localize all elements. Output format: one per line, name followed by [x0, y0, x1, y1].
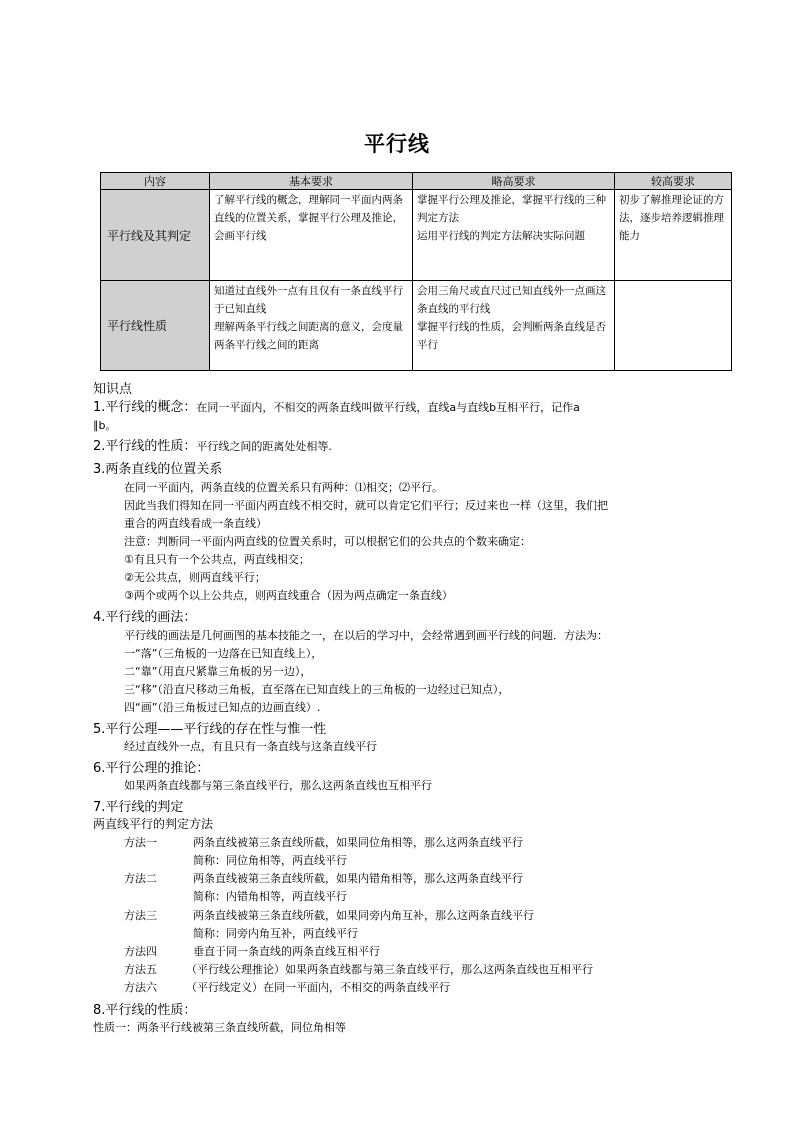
method-label: 方法五 — [124, 963, 157, 976]
list-item: 四“画”（沿三角板过已知点的边画直线）. — [124, 701, 321, 714]
method-label: 方法三 — [124, 909, 157, 922]
section-text-cont: ∥b。 — [93, 419, 117, 432]
row-label: 平行线及其判定 — [101, 190, 210, 281]
section-1 — [93, 399, 580, 416]
section-heading: 7.平行线的判定 — [93, 800, 184, 815]
header-content: 内容 — [101, 173, 210, 190]
list-item: 三“移”（沿直尺移动三角板，直至落在已知直线上的三角板的一边经过已知点）， — [124, 683, 510, 696]
header-higher: 略高要求 — [413, 173, 615, 190]
method-text: （平行线定义）在同一平面内，不相交的两条直线平行 — [186, 981, 450, 994]
list-item: ①有且只有一个公共点，两直线相交； — [124, 553, 310, 566]
paragraph: 性质一：两条平行线被第三条直线所截，同位角相等 — [93, 1021, 346, 1034]
method-text: 两条直线被第三条直线所截，如果同旁内角互补，那么这两条直线平行 — [193, 909, 534, 922]
list-item: ②无公共点，则两直线平行； — [124, 571, 266, 584]
row-label: 平行线性质 — [101, 281, 210, 371]
method-short: 简称：同位角相等，两直线平行 — [193, 854, 347, 867]
method-text: 两条直线被第三条直线所截，如果内错角相等，那么这两条直线平行 — [193, 872, 523, 885]
table-header-row — [101, 173, 732, 190]
method-label: 方法四 — [124, 945, 157, 958]
subheading: 两直线平行的判定方法 — [93, 817, 214, 831]
paragraph: 因此当我们得知在同一平面内两直线不相交时，就可以肯定它们平行；反过来也一样（这里，我们把 — [124, 499, 608, 512]
method-text: 垂直于同一条直线的两条直线互相平行 — [193, 945, 380, 958]
method-label: 方法二 — [124, 872, 157, 885]
cell-higher: 会用三角尺或直尺过已知直线外一点画这条直线的平行线 掌握平行线的性质，会判断两条直线是否平行 — [413, 281, 615, 371]
method-text: （平行线公理推论）如果两条直线都与第三条直线平行，那么这两条直线也互相平行 — [186, 963, 593, 976]
section-text: 平行线之间的距离处处相等. — [196, 440, 332, 453]
cell-basic: 了解平行线的概念，理解同一平面内两条直线的位置关系，掌握平行公理及推论，会画平行线 — [210, 190, 413, 281]
table-row — [101, 281, 732, 371]
method-short: 简称：内错角相等，两直线平行 — [193, 890, 347, 903]
cell-highest — [615, 281, 732, 371]
paragraph: 平行线的画法是几何画图的基本技能之一，在以后的学习中，会经常遇到画平行线的问题．方法为： — [124, 629, 608, 642]
paragraph: 如果两条直线都与第三条直线平行，那么这两条直线也互相平行 — [124, 779, 432, 792]
header-basic: 基本要求 — [210, 173, 413, 190]
list-item: 一“落”（三角板的一边落在已知直线上）， — [124, 647, 323, 660]
cell-basic: 知道过直线外一点有且仅有一条直线平行于已知直线 理解两条平行线之间距离的意义，会度量两条平行线之间的距离 — [210, 281, 413, 371]
paragraph: 在同一平面内，两条直线的位置关系只有两种：⑴相交；⑵平行。 — [124, 481, 443, 494]
section-heading: 5.平行公理——平行线的存在性与惟一性 — [93, 722, 327, 737]
list-item: 二“靠”（用直尺紧靠三角板的另一边）， — [124, 665, 312, 678]
knowledge-title: 知识点 — [93, 382, 133, 397]
section-2 — [93, 438, 332, 455]
header-highest: 较高要求 — [615, 173, 732, 190]
method-text: 两条直线被第三条直线所截，如果同位角相等，那么这两条直线平行 — [193, 836, 523, 849]
list-item: ③两个或两个以上公共点，则两直线重合（因为两点确定一条直线） — [124, 589, 453, 602]
cell-highest: 初步了解推理论证的方法，逐步培养逻辑推理能力 — [615, 190, 732, 281]
section-heading: 8.平行线的性质： — [93, 1003, 197, 1018]
section-heading: 3.两条直线的位置关系 — [93, 462, 223, 477]
section-heading: 6.平行公理的推论： — [93, 761, 210, 776]
table-row — [101, 190, 732, 281]
cell-higher: 掌握平行公理及推论，掌握平行线的三种判定方法 运用平行线的判定方法解决实际问题 — [413, 190, 615, 281]
method-label: 方法一 — [124, 836, 157, 849]
method-short: 简称：同旁内角互补，两直线平行 — [193, 927, 358, 940]
section-text: 在同一平面内，不相交的两条直线叫做平行线，直线a与直线b互相平行，记作a — [196, 401, 580, 414]
section-heading: 1.平行线的概念： — [93, 400, 197, 415]
method-label: 方法六 — [124, 981, 157, 994]
paragraph: 重合的两直线看成一条直线） — [124, 517, 267, 530]
paragraph: 经过直线外一点，有且只有一条直线与这条直线平行 — [124, 740, 377, 753]
requirements-table — [100, 172, 732, 371]
page-title: 平行线 — [364, 132, 430, 156]
section-heading: 2.平行线的性质： — [93, 439, 197, 454]
paragraph: 注意：判断同一平面内两直线的位置关系时，可以根据它们的公共点的个数来确定： — [124, 535, 531, 548]
section-heading: 4.平行线的画法： — [93, 610, 197, 625]
